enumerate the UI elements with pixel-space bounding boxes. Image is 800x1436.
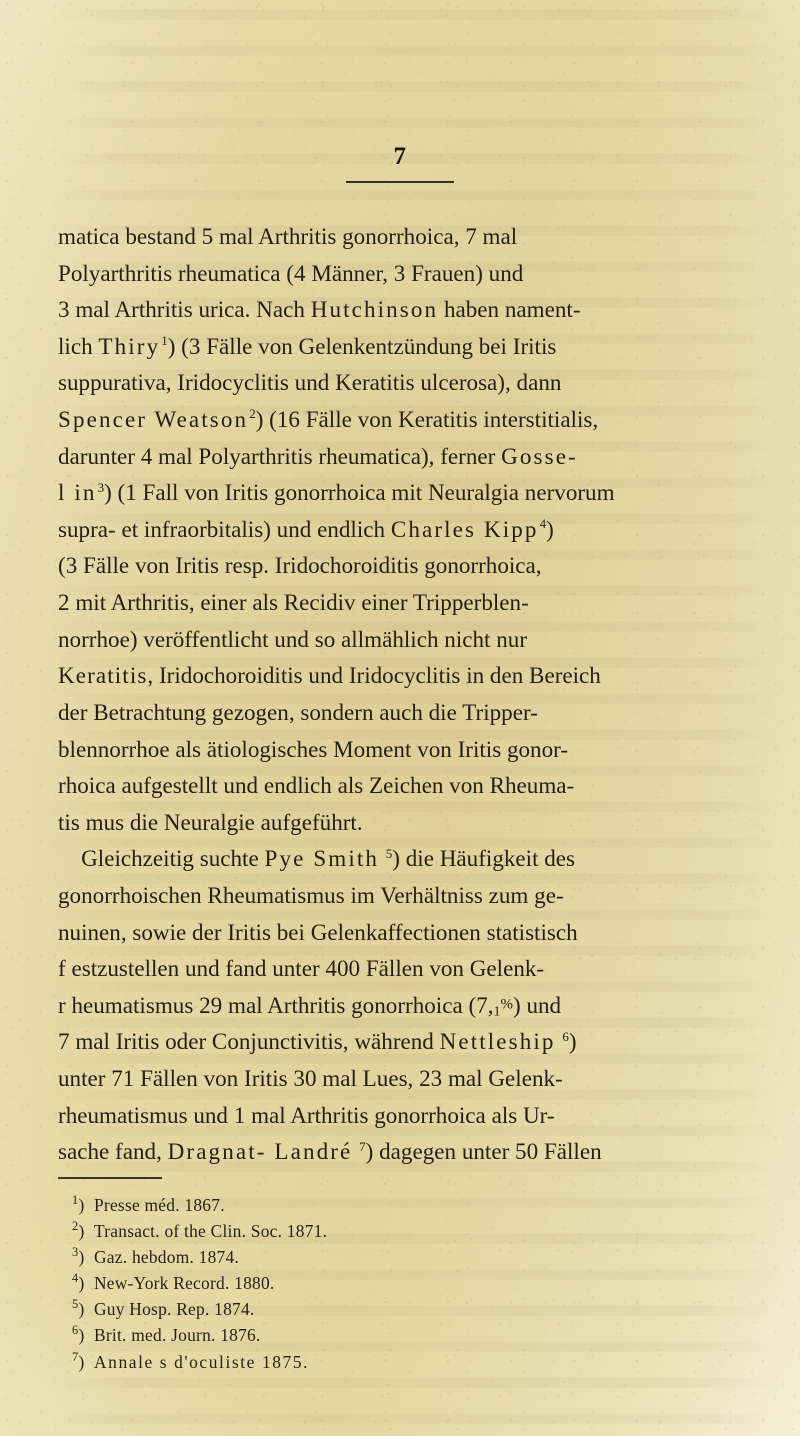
footnote-item: $^2$) Transact. of the Clin. Soc. 1871. — [72, 1219, 328, 1242]
text-line: supra- et infraorbitalis) und endlich Charles Kipp$^4$) — [58, 515, 554, 542]
footnote-separator-rule — [58, 1177, 162, 1179]
footnote-text: New-York Record. 1880. — [94, 1273, 275, 1294]
text-line: Polyarthritis rheumatica (4 Männer, 3 Frauen) und — [58, 259, 524, 286]
footnote-text: Gaz. hebdom. 1874. — [94, 1247, 240, 1268]
footnote-text: Transact. of the Clin. Soc. 1871. — [94, 1221, 328, 1242]
footnote-item: $^5$) Guy Hosp. Rep. 1874. — [72, 1297, 255, 1320]
text-line: unter 71 Fällen von Iritis 30 mal Lues, 23 mal Gelenk- — [58, 1065, 563, 1092]
footnote-text: Presse méd. 1867. — [94, 1195, 225, 1215]
body-text-block — [58, 218, 748, 1170]
footnote-text: Brit. med. Journ. 1876. — [94, 1325, 261, 1346]
page-number: 7 — [393, 143, 407, 170]
running-head — [0, 144, 800, 183]
text-line: rheumatismus und 1 mal Arthritis gonorrhoica als Ur- — [58, 1101, 555, 1128]
text-line: nuinen, sowie der Iritis bei Gelenkaffectionen statistisch — [58, 918, 578, 945]
footnote-item: $^7$) Annale s d'oculiste 1875. — [72, 1349, 310, 1372]
text-line: r heumatismus 29 mal Arthritis gonorrhoica (7,1%) und — [58, 991, 562, 1020]
text-line: Gleichzeitig suchte Pye Smith $^5$) die Häufigkeit des — [58, 845, 576, 872]
footnote-item: $^3$) Gaz. hebdom. 1874. — [72, 1245, 240, 1268]
footnote-item: $^6$) Brit. med. Journ. 1876. — [72, 1323, 261, 1346]
text-line: (3 Fälle von Iritis resp. Iridochoroiditis gonorrhoica, — [58, 552, 542, 579]
text-line: Keratitis, Iridochoroiditis und Iridocyclitis in den Bereich — [58, 662, 601, 689]
footnote-text: Guy Hosp. Rep. 1874. — [94, 1299, 255, 1320]
text-line: darunter 4 mal Polyarthritis rheumatica), ferner Gosse- — [58, 442, 578, 469]
text-line: rhoica aufgestellt und endlich als Zeichen von Rheuma- — [58, 772, 575, 799]
text-line: matica bestand 5 mal Arthritis gonorrhoica, 7 mal — [58, 223, 518, 249]
text-line: sache fand, Dragnat- Landré $^7$) dagegen unter 50 Fällen — [58, 1138, 602, 1165]
text-line: 3 mal Arthritis urica. Nach Hutchinson haben nament- — [58, 296, 581, 323]
text-line: Spencer Weatson$^2$) (16 Fälle von Keratitis interstitialis, — [58, 406, 599, 433]
footnote-text: Annale s d'oculiste 1875. — [94, 1351, 310, 1372]
text-line: l in$^3$) (1 Fall von Iritis gonorrhoica mit Neuralgia nervorum — [58, 479, 615, 506]
header-rule — [346, 181, 454, 183]
footnote-item: $^1$) Presse méd. 1867. — [72, 1193, 225, 1215]
text-line: suppurativa, Iridocyclitis und Keratitis ulcerosa), dann — [58, 369, 562, 396]
text-line: blennorrhoe als ätiologisches Moment von Iritis gonor- — [58, 735, 569, 762]
text-line: gonorrhoischen Rheumatismus im Verhältniss zum ge- — [58, 881, 564, 908]
footnote-item: $^4$) New-York Record. 1880. — [72, 1271, 275, 1294]
text-line: f estzustellen und fand unter 400 Fällen von Gelenk- — [58, 955, 545, 982]
text-line: lich Thiry$^1$) (3 Fälle von Gelenkentzündung bei Iritis — [58, 332, 557, 359]
text-line: tis mus die Neuralgie aufgeführt. — [58, 808, 363, 835]
text-line: der Betrachtung gezogen, sondern auch die Tripper- — [58, 698, 538, 725]
text-line: norrhoe) veröffentlicht und so allmählich nicht nur — [58, 625, 528, 652]
footnote-list — [58, 1192, 748, 1375]
text-line: 7 mal Iritis oder Conjunctivitis, während Nettleship $^6$) — [58, 1028, 577, 1055]
text-line: 2 mit Arthritis, einer als Recidiv einer Tripperblen- — [58, 589, 529, 616]
